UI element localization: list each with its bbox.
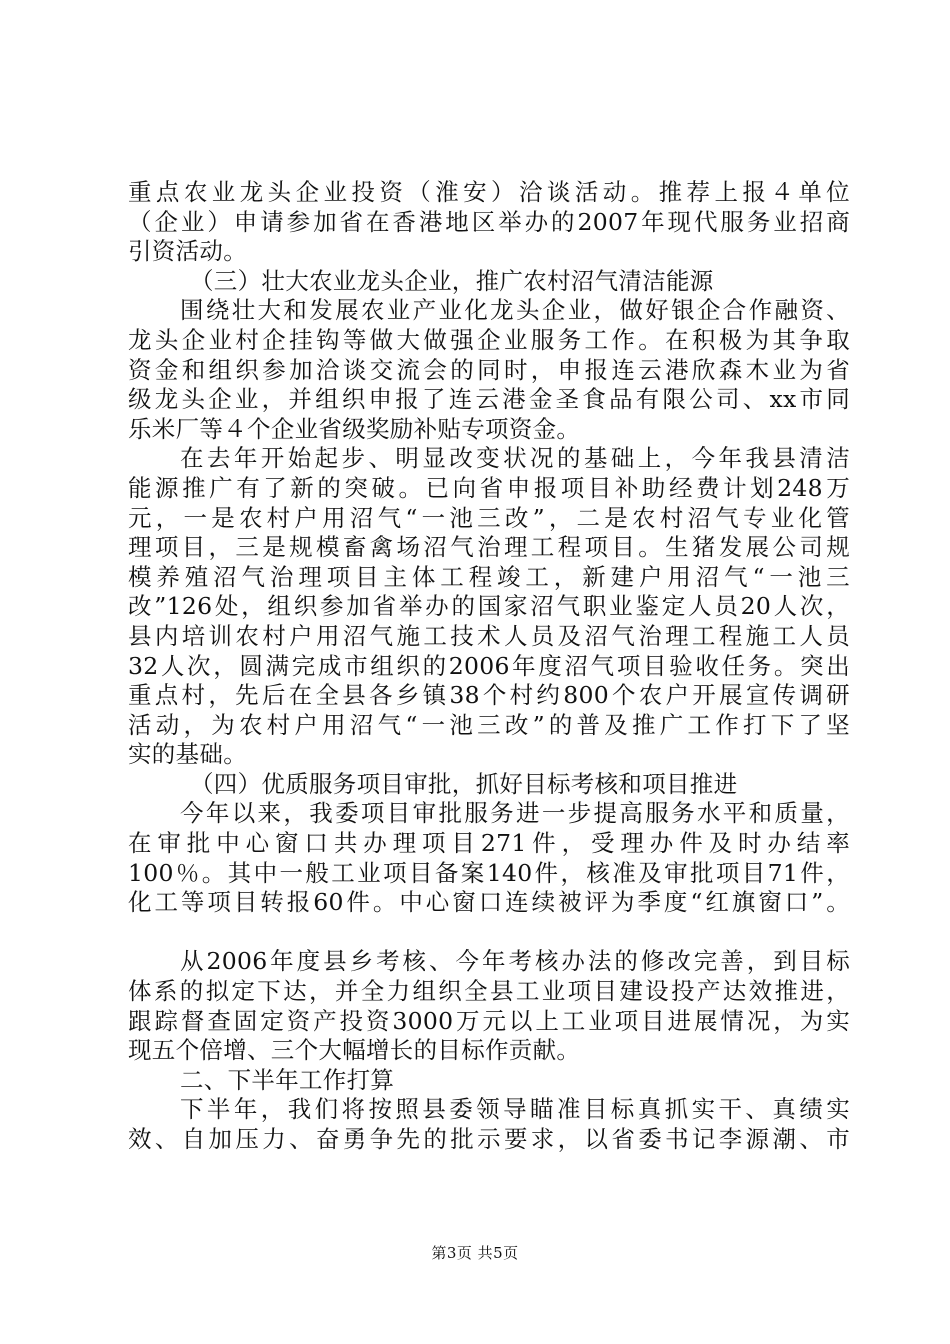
blank-line (128, 918, 850, 948)
body-line: 资金和组织参加洽谈交流会的同时，申报连云港欣森木业为省 (128, 355, 850, 384)
body-line: 从2006年度县乡考核、今年考核办法的修改完善，到目标 (180, 947, 850, 976)
body-line: 重点农业龙头企业投资（淮安）洽谈活动。推荐上报４单位 (128, 178, 850, 206)
body-line: 在去年开始起步、明显改变状况的基础上，今年我县清洁 (180, 444, 850, 473)
document-body (128, 178, 850, 1155)
body-line: 化工等项目转报60件。中心窗口连续被评为季度“红旗窗口”。 (128, 888, 850, 917)
body-line: 效、自加压力、奋勇争先的批示要求，以省委书记李源潮、市 (128, 1125, 850, 1153)
page-number-footer: 第3页 共5页 (431, 1244, 519, 1262)
body-line: 现五个倍增、三个大幅增长的目标作贡献。 (128, 1036, 581, 1065)
body-line: 模养殖沼气治理项目主体工程竣工，新建户用沼气“一池三 (128, 562, 850, 591)
body-line: 100％。其中一般工业项目备案140件，核准及审批项目71件， (128, 858, 850, 887)
body-line: 元，一是农村户用沼气“一池三改”，二是农村沼气专业化管 (128, 503, 850, 532)
section-heading: 二、下半年工作打算 (180, 1065, 395, 1094)
body-line: 重点村，先后在全县各乡镇38个村约800个农户开展宣传调研 (128, 681, 850, 710)
body-line: 县内培训农村户用沼气施工技术人员及沼气治理工程施工人员 (128, 621, 850, 650)
body-line: 理项目，三是规模畜禽场沼气治理工程项目。生猪发展公司规 (128, 533, 850, 562)
body-line: 跟踪督查固定资产投资3000万元以上工业项目进展情况，为实 (128, 1006, 850, 1035)
body-line: 体系的拟定下达，并全力组织全县工业项目建设投产达效推进， (128, 977, 850, 1006)
body-line: 在审批中心窗口共办理项目271件，受理办件及时办结率 (128, 829, 850, 858)
body-line: 级龙头企业，并组织申报了连云港金圣食品有限公司、xx市同 (128, 385, 850, 414)
body-line: 今年以来，我委项目审批服务进一步提高服务水平和质量， (180, 799, 850, 828)
body-line: 下半年，我们将按照县委领导瞄准目标真抓实干、真绩实 (180, 1095, 850, 1124)
body-line: 32人次，圆满完成市组织的2006年度沼气项目验收任务。突出 (128, 651, 850, 680)
body-line: 能源推广有了新的突破。已向省申报项目补助经费计划248万 (128, 473, 850, 502)
body-line: （企业）申请参加省在香港地区举办的2007年现代服务业招商 (128, 207, 850, 236)
section-heading: （三）壮大农业龙头企业，推广农村沼气清洁能源 (190, 266, 714, 295)
body-line: 实的基础。 (128, 740, 247, 769)
body-line: 围绕壮大和发展农业产业化龙头企业，做好银企合作融资、 (180, 296, 850, 325)
body-line: 活动，为农村户用沼气“一池三改”的普及推广工作打下了坚 (128, 710, 850, 739)
body-line: 引资活动。 (128, 237, 247, 266)
body-line: 龙头企业村企挂钩等做大做强企业服务工作。在积极为其争取 (128, 325, 850, 354)
section-heading: （四）优质服务项目审批，抓好目标考核和项目推进 (190, 769, 738, 798)
body-line: 改”126处，组织参加省举办的国家沼气职业鉴定人员20人次， (128, 592, 850, 621)
body-line: 乐米厂等４个企业省级奖励补贴专项资金。 (128, 414, 581, 443)
